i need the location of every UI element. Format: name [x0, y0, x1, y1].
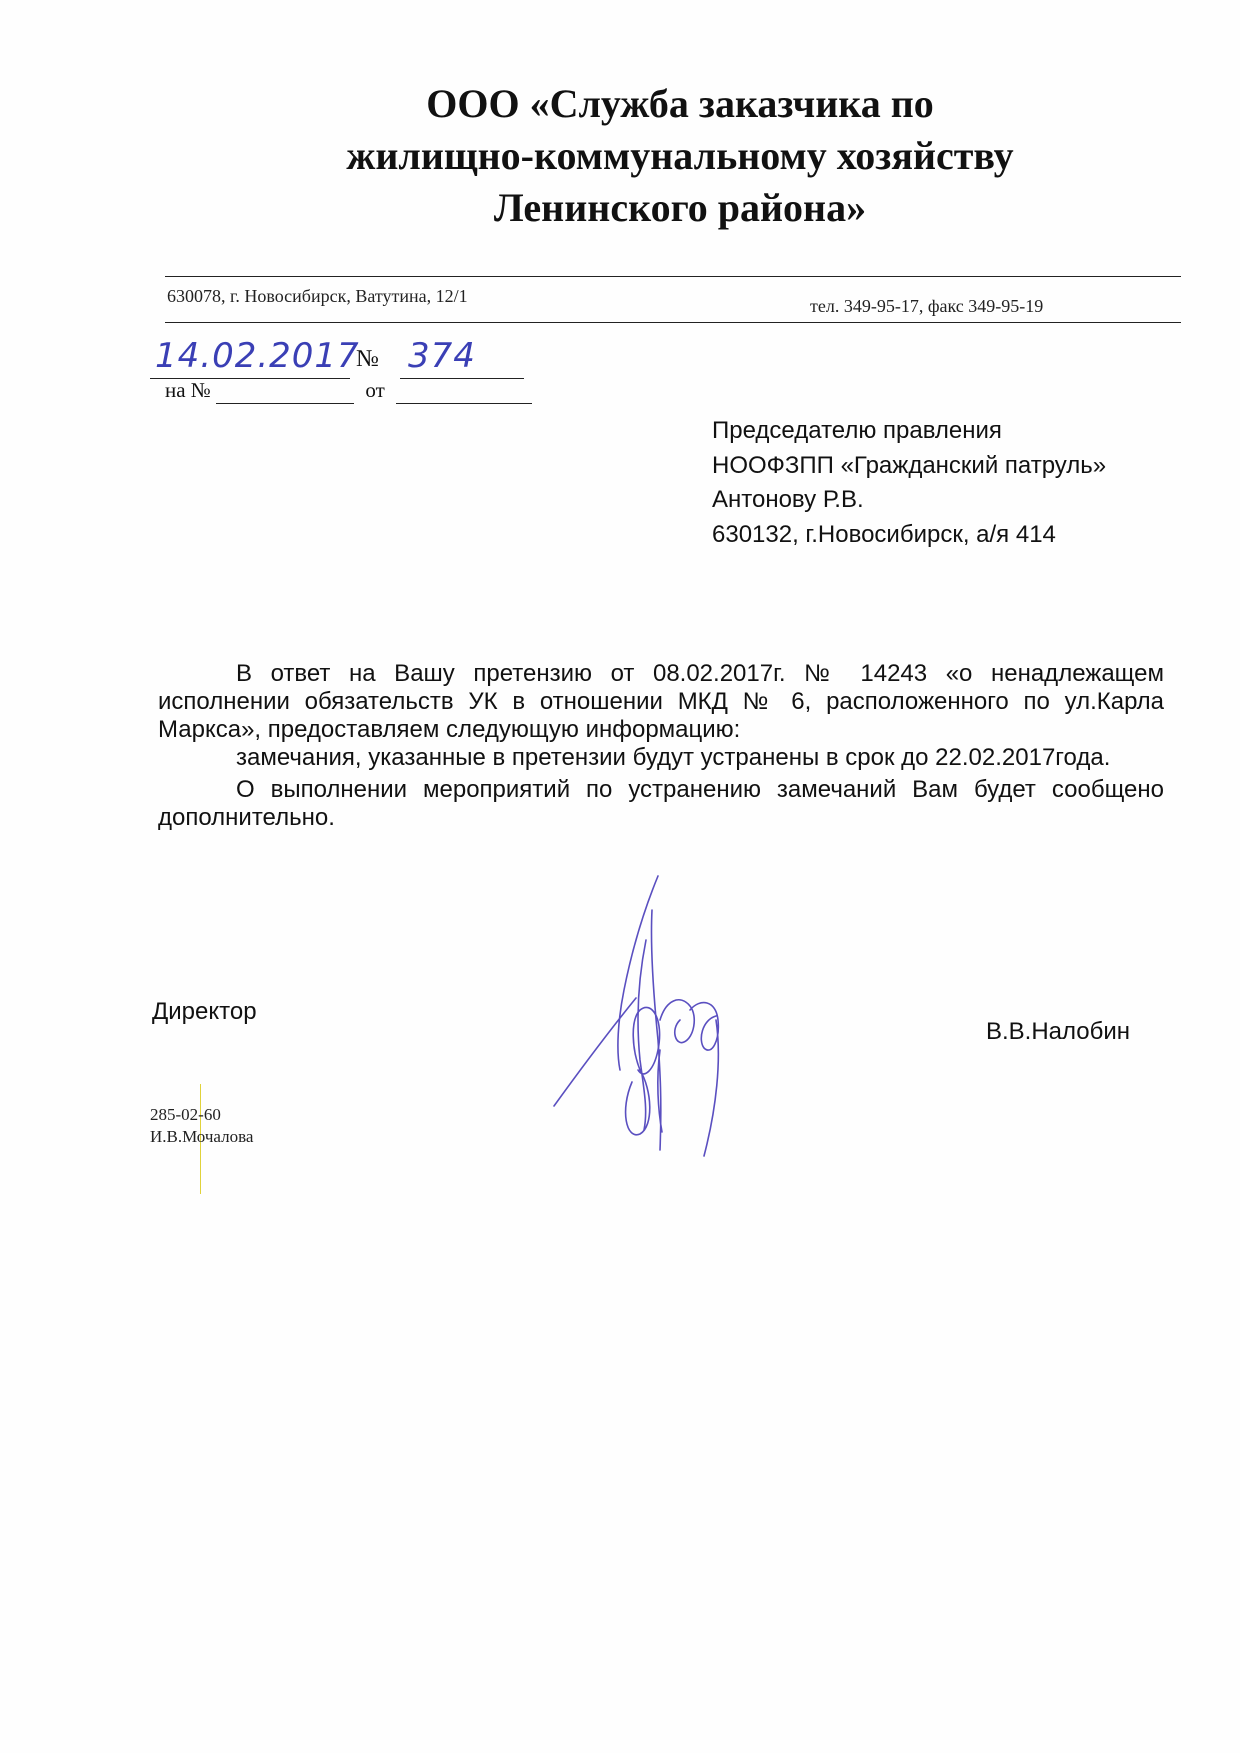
outgoing-number-handwritten: 374 — [408, 336, 476, 376]
addressee-line-1: Председателю правления — [712, 417, 1002, 444]
reference-number-label: на № — [165, 378, 211, 402]
outgoing-number-label: № — [356, 346, 379, 372]
handwritten-signature — [540, 870, 750, 1170]
reference-row — [165, 378, 532, 404]
outgoing-number-block — [150, 336, 530, 382]
addressee-block — [712, 414, 1106, 552]
letterhead-contacts: тел. 349-95-17, факс 349-95-19 — [810, 296, 1044, 316]
reference-date-label: от — [365, 378, 385, 402]
signatory-name: В.В.Налобин — [986, 1018, 1131, 1045]
addressee-line-4: 630132, г.Новосибирск, а/я 414 — [712, 520, 1056, 548]
executor-name: И.В.Мочалова — [150, 1127, 254, 1146]
signatory-title: Директор — [152, 998, 257, 1025]
letter-body — [158, 660, 1164, 832]
outgoing-date-handwritten: 14.02.2017 — [155, 336, 360, 376]
letterhead-bottom-rule — [165, 322, 1181, 323]
org-title-line-2: жилищно-коммунальному хозяйству — [346, 133, 1014, 178]
executor-phone: 285-02-60 — [150, 1105, 221, 1124]
org-title-line-1: ООО «Служба заказчика по — [426, 81, 934, 126]
org-title-line-3: Ленинского района» — [493, 185, 867, 230]
addressee-line-2: НООФЗПП «Гражданский патруль» — [712, 451, 1107, 479]
body-paragraph-2: замечания, указанные в претензии будут устранены в срок до 22.02.2017года. — [236, 744, 1111, 771]
executor-block — [150, 1104, 253, 1148]
addressee-line-3: Антонову Р.В. — [712, 486, 864, 513]
reference-number-blank — [216, 378, 354, 404]
organization-title — [160, 78, 1200, 234]
body-paragraph-1: В ответ на Вашу претензию от 08.02.2017г. № 14243 «о ненадлежащем исполнении обязательств УК в отношении МКД № 6, расположенного по ул.Карла Маркса», предоставляем следующую информацию: — [158, 660, 1164, 743]
letterhead-address: 630078, г. Новосибирск, Ватутина, 12/1 — [167, 286, 468, 306]
letterhead-top-rule — [165, 276, 1181, 277]
reference-date-blank — [396, 378, 532, 404]
body-paragraph-3: О выполнении мероприятий по устранению замечаний Вам будет сообщено дополнительно. — [158, 776, 1164, 831]
